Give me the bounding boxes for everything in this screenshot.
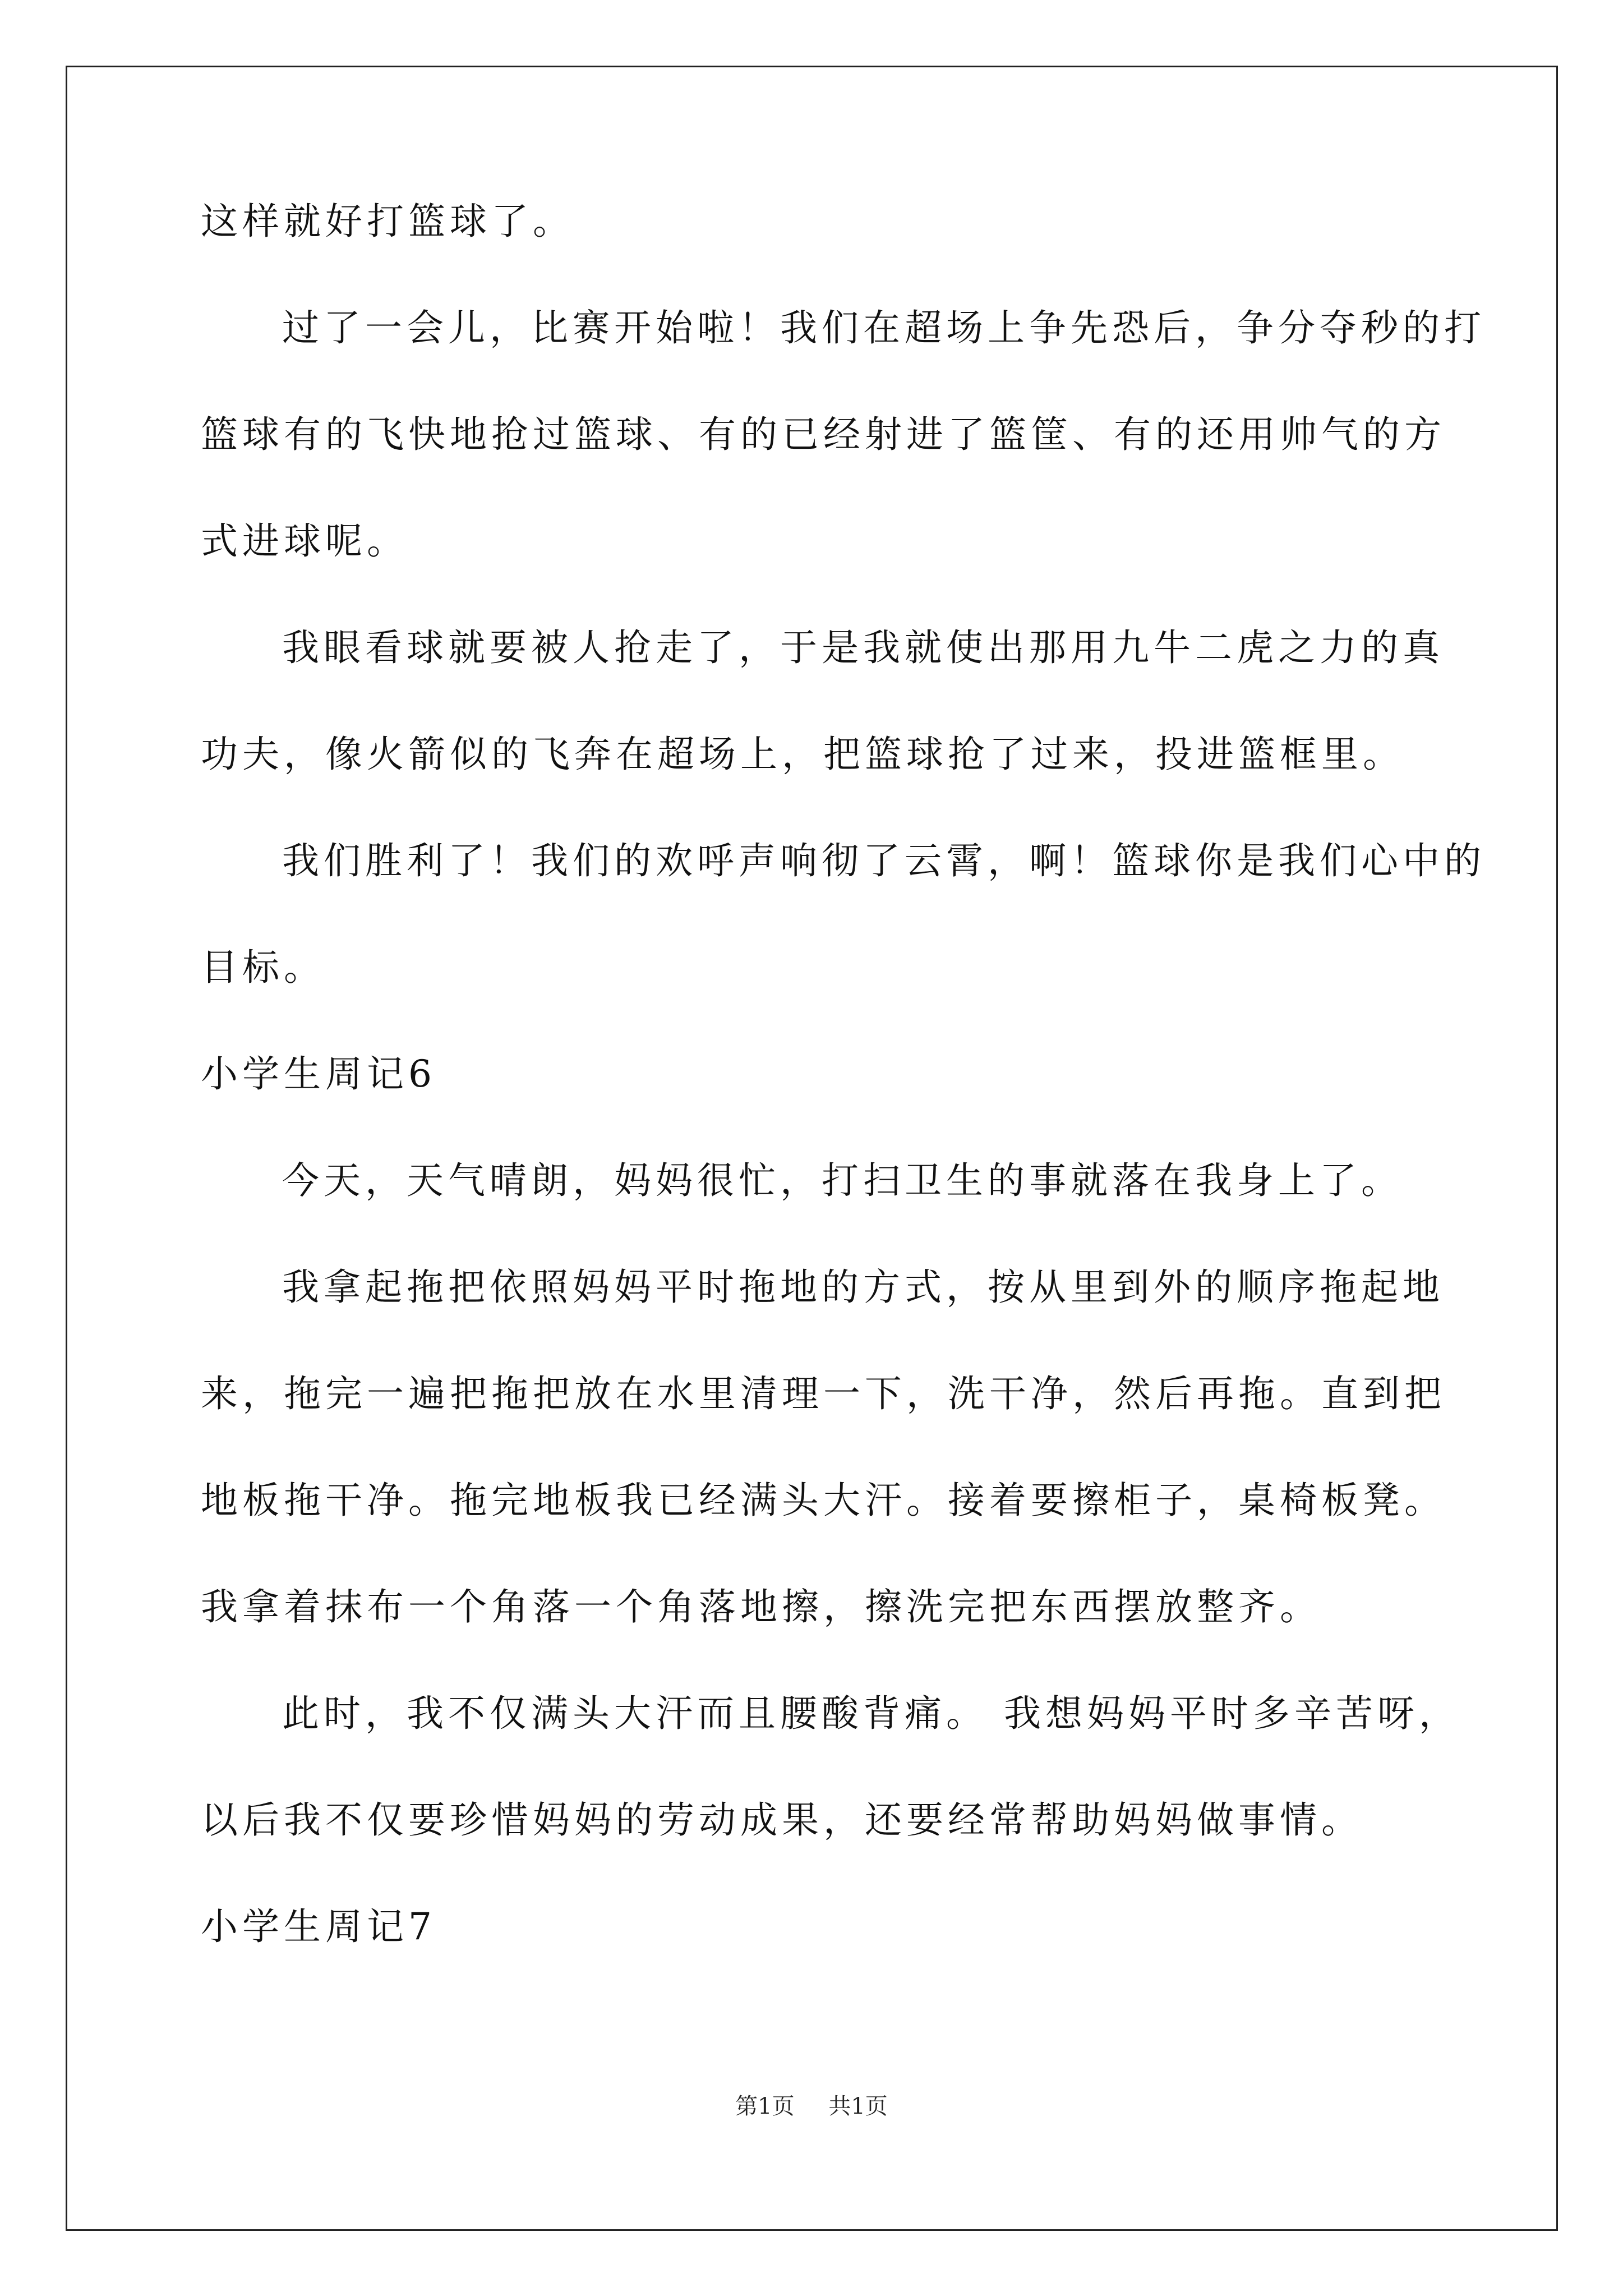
text-line: 这样就好打篮球了。 (201, 200, 574, 243)
text-line: 式进球呢。 (201, 519, 408, 563)
text-line: 目标。 (201, 946, 325, 989)
paragraph-line: 过了一会儿，比赛开始啦！我们在超场上争先恐后，争分夺秒的打 (282, 306, 1486, 349)
text-line: 地板拖干净。拖完地板我已经满头大汗。接着要擦柜子，桌椅板凳。 (201, 1479, 1446, 1522)
paragraph-line: 今天，天气晴朗，妈妈很忙，打扫卫生的事就落在我身上了。 (282, 1159, 1403, 1202)
paragraph-line: 我们胜利了！我们的欢呼声响彻了云霄，啊！篮球你是我们心中的 (282, 839, 1486, 882)
text-line: 我拿着抹布一个角落一个角落地擦，擦洗完把东西摆放整齐。 (201, 1585, 1321, 1628)
page-total: 共1页 (828, 2093, 888, 2119)
text-line: 来，拖完一遍把拖把放在水里清理一下，洗干净，然后再拖。直到把 (201, 1372, 1446, 1415)
text-line: 功夫，像火箭似的飞奔在超场上，把篮球抢了过来，投进篮框里。 (201, 733, 1404, 776)
paragraph-line: 此时，我不仅满头大汗而且腰酸背痛。 我想妈妈平时多辛苦呀， (282, 1692, 1460, 1735)
page-footer (0, 2090, 1623, 2123)
paragraph-line: 我拿起拖把依照妈妈平时拖地的方式，按从里到外的顺序拖起地 (282, 1266, 1444, 1309)
section-heading: 小学生周记7 (201, 1905, 436, 1948)
text-line: 以后我不仅要珍惜妈妈的劳动成果，还要经常帮助妈妈做事情。 (201, 1798, 1363, 1842)
paragraph-line: 我眼看球就要被人抢走了，于是我就使出那用九牛二虎之力的真 (282, 626, 1444, 669)
text-line: 篮球有的飞快地抢过篮球、有的已经射进了篮筐、有的还用帅气的方 (201, 413, 1446, 456)
section-heading: 小学生周记6 (201, 1052, 436, 1096)
page-number: 第1页 (735, 2093, 795, 2119)
